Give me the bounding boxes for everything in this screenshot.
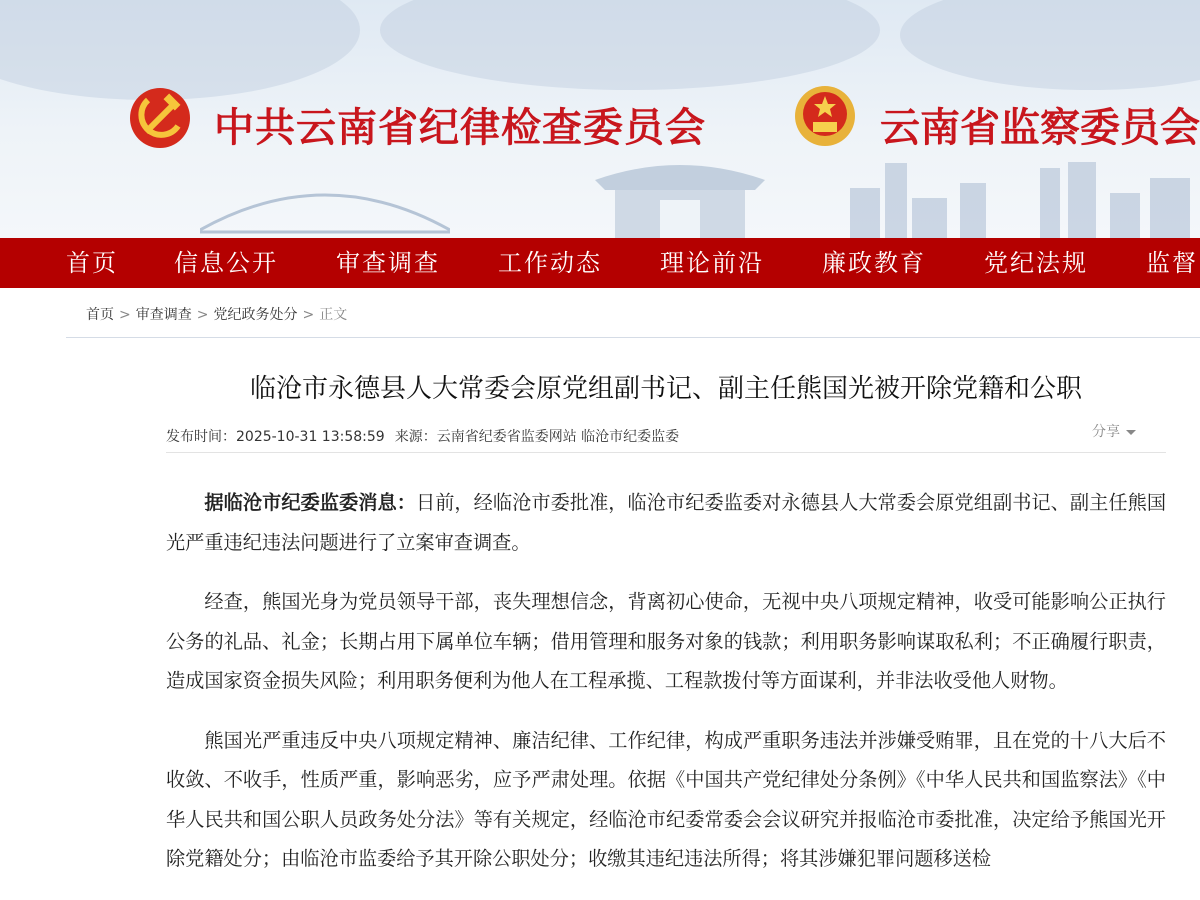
nav-info-disclosure[interactable]: 信息公开 — [174, 249, 278, 277]
share-label: 分享 — [1092, 424, 1120, 440]
site-title-right: 云南省监察委员会 — [880, 105, 1200, 151]
lead-source: 据临沧市纪委监委消息： — [204, 491, 416, 514]
party-emblem-icon — [128, 86, 192, 150]
breadcrumb-investigation[interactable]: 审查调查 — [135, 307, 192, 323]
paragraph: 熊国光严重违反中央八项规定精神、廉洁纪律、工作纪律，构成严重职务违法并涉嫌受贿罪，且在党的十八大后不收敛、不收手，性质严重，影响恶劣，应予严肃处理。依据《中国共产党纪律处分条例》《中华人民共和国监察法》《中华人民共和国公职人员政务处分法》等有关规定，经临沧市纪委常委会会议研究并报临沧市委批准，决定给予熊国光开除党籍处分；由临沧市监委给予其开除公职处分；收缴其违纪违法所得；将其涉嫌犯罪问题移送检 — [166, 728, 1166, 870]
breadcrumb-separator: > — [196, 307, 209, 323]
paragraph: 经查，熊国光身为党员领导干部，丧失理想信念，背离初心使命，无视中央八项规定精神，收受可能影响公正执行公务的礼品、礼金；长期占用下属单位车辆；借用管理和服务对象的钱款；利用职务影响谋取私利；不正确履行职责，造成国家资金损失风险；利用职务便利为他人在工程承揽、工程款拨付等方面谋利，并非法收受他人财物。 — [166, 590, 1166, 692]
publish-time: 发布时间：2025-10-31 13:58:59 — [166, 429, 385, 445]
paragraph — [166, 483, 1166, 562]
breadcrumb — [86, 304, 347, 324]
nav-integrity-education[interactable]: 廉政教育 — [822, 249, 926, 277]
paragraph-text: 日前，经临沧市委批准，临沧市纪委监委对永德县人大常委会原党组副书记、副主任熊国光严重违纪违法问题进行了立案审查调查。 — [166, 491, 1167, 554]
article-source: 来源：云南省纪委省监委网站 临沧市纪委监委 — [394, 429, 680, 445]
breadcrumb-discipline[interactable]: 党纪政务处分 — [213, 307, 298, 323]
breadcrumb-separator: > — [302, 307, 315, 323]
breadcrumb-separator: > — [119, 307, 131, 323]
nav-work-news[interactable]: 工作动态 — [498, 249, 602, 277]
site-title-left: 中共云南省纪律检查委员会 — [214, 105, 706, 151]
breadcrumb-current: 正文 — [319, 307, 348, 323]
nav-investigation[interactable]: 审查调查 — [336, 249, 440, 277]
site-banner — [0, 0, 1200, 238]
nav-supervision[interactable]: 监督 — [1146, 249, 1198, 277]
nav-regulations[interactable]: 党纪法规 — [984, 249, 1088, 277]
main-nav — [0, 238, 1200, 288]
divider — [166, 452, 1166, 453]
national-emblem-icon — [793, 84, 857, 150]
article-meta — [166, 426, 689, 446]
divider — [66, 337, 1200, 338]
caret-down-icon — [1126, 430, 1136, 435]
share-button[interactable] — [1092, 421, 1136, 441]
nav-theory[interactable]: 理论前沿 — [660, 249, 764, 277]
article-title: 临沧市永德县人大常委会原党组副书记、副主任熊国光被开除党籍和公职 — [249, 374, 1082, 404]
bridge-illustration — [200, 170, 450, 238]
article-body — [166, 483, 1166, 899]
breadcrumb-home[interactable]: 首页 — [86, 307, 114, 323]
archway-illustration — [585, 150, 775, 238]
nav-home[interactable]: 首页 — [66, 249, 118, 277]
